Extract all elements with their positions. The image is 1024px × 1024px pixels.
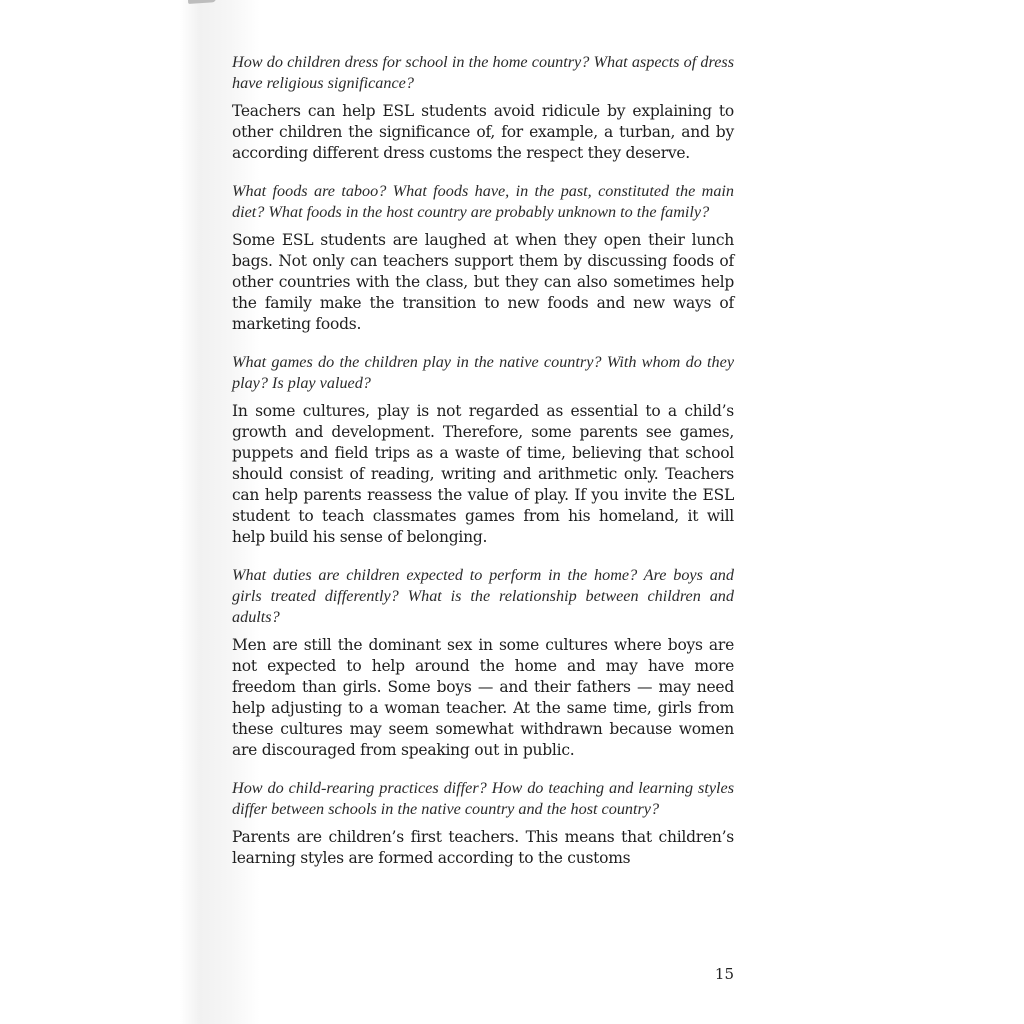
section-2-answer: Some ESL students are laughed at when they open their lunch bags. Not only can teachers support them by discussing foods of other countries with the class, but they can also sometimes help the family make the transition to new foods and new ways of marketing foods. (232, 231, 734, 333)
section-5-answer: Parents are children’s first teachers. This means that children’s learning styles are formed according to the customs (232, 828, 734, 867)
section-4-question: What duties are children expected to perform in the home? Are boys and girls treated differently? What is the relationship between children and adults? (232, 566, 734, 626)
gutter-shadow (0, 0, 260, 1024)
section-5-question: How do child-rearing practices differ? How do teaching and learning styles differ between schools in the native country and the host country? (232, 779, 734, 818)
section-3-question: What games do the children play in the native country? With whom do they play? Is play valued? (232, 353, 734, 392)
section-1-answer: Teachers can help ESL students avoid ridicule by explaining to other children the significance of, for example, a turban, and by according different dress customs the respect they deserve. (232, 102, 734, 162)
page-number: 15 (714, 965, 734, 983)
section-4-answer: Men are still the dominant sex in some cultures where boys are not expected to help around the home and may have more freedom than girls. Some boys — and their fathers — may need help adjusting to a woman teacher. At the same time, girls from these cultures may seem somewhat withdrawn because women are discouraged from speaking out in public. (232, 636, 734, 759)
section-1-question: How do children dress for school in the home country? What aspects of dress have religious significance? (232, 53, 734, 92)
section-2-question: What foods are taboo? What foods have, in the past, constituted the main diet? What foods in the host country are probably unknown to the family? (232, 182, 734, 221)
section-3-answer: In some cultures, play is not regarded as essential to a child’s growth and development. Therefore, some parents see games, puppets and field trips as a waste of time, believing that school should consist of reading, writing and arithmetic only. Teachers can help parents reassess the value of play. If you invite the ESL student to teach classmates games from his homeland, it will help build his sense of belonging. (232, 402, 734, 546)
page-body (232, 52, 734, 886)
